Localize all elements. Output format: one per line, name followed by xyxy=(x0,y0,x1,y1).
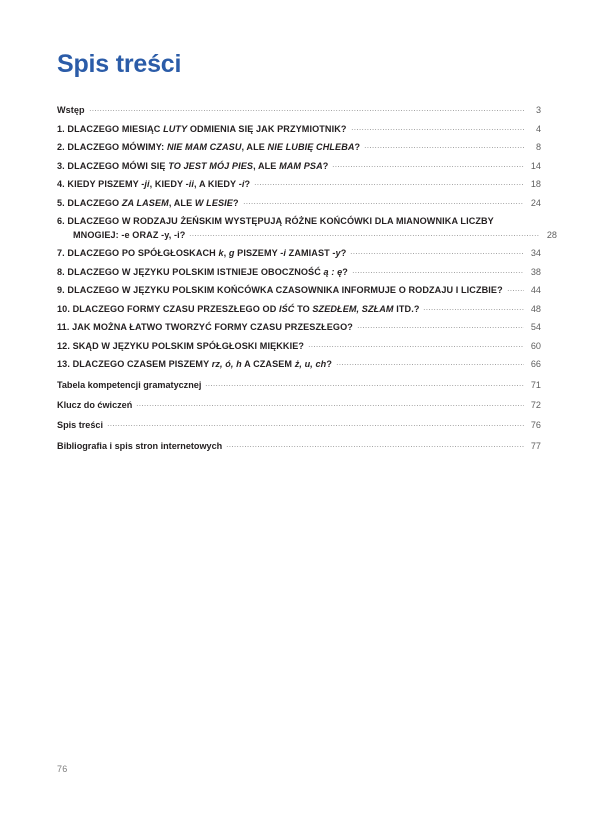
toc-entry-rozdzial-3[interactable] xyxy=(57,160,541,173)
dot-leader xyxy=(107,419,524,428)
dot-leader xyxy=(308,340,524,349)
toc-entry-rozdzial-13[interactable] xyxy=(57,358,541,371)
toc-label-text: Bibliografia i spis stron internetowych xyxy=(57,440,223,451)
toc-label-text: 3. DLACZEGO MÓWI SIĘ xyxy=(57,160,169,171)
dot-leader xyxy=(336,358,524,367)
dot-leader xyxy=(89,104,524,113)
toc-entry-rozdzial-1[interactable] xyxy=(57,123,541,136)
toc-entry-rozdzial-7[interactable] xyxy=(57,247,541,260)
dot-leader xyxy=(352,266,524,275)
dot-leader xyxy=(254,178,524,187)
toc-label-italic-term: g xyxy=(228,248,235,259)
toc-entry-label xyxy=(57,266,348,279)
toc-label-italic-term: -i xyxy=(280,248,287,259)
dot-leader xyxy=(243,197,524,206)
toc-label-text: ZAMIAST xyxy=(286,248,333,259)
page-title: Spis treści xyxy=(57,50,182,78)
toc-label-text: 13. DLACZEGO CZASEM PISZEMY xyxy=(57,359,212,370)
toc-entry-line xyxy=(57,419,541,432)
toc-entry-line xyxy=(57,321,541,334)
toc-label-text: ? xyxy=(232,197,239,208)
toc-label-text: ? xyxy=(354,142,361,153)
toc-label-text: A CZASEM xyxy=(241,359,295,370)
dot-leader xyxy=(205,379,524,388)
toc-label-text: Spis treści xyxy=(57,420,103,431)
toc-label-text: 2. DLACZEGO MÓWIMY: xyxy=(57,142,167,153)
toc-label-italic-term: LUTY xyxy=(163,123,188,134)
toc-entry-label xyxy=(57,247,346,260)
toc-entry-line xyxy=(57,178,541,191)
toc-entry-line xyxy=(57,399,541,412)
toc-label-text: , A KIEDY xyxy=(194,179,239,190)
dot-leader xyxy=(498,215,524,224)
toc-label-text: 12. SKĄD W JĘZYKU POLSKIM SPÓŁGŁOSKI MIĘKKIE? xyxy=(57,340,305,351)
toc-entry-rozdzial-8[interactable] xyxy=(57,266,541,279)
toc-label-text: , ALE xyxy=(253,160,280,171)
toc-entry-label xyxy=(57,419,103,432)
toc-label-text: 9. DLACZEGO W JĘZYKU POLSKIM KOŃCÓWKA CZASOWNIKA INFORMUJE O RODZAJU I LICZBIE? xyxy=(57,285,503,296)
toc-label-text: 5. DLACZEGO xyxy=(57,197,122,208)
toc-label-text: , xyxy=(223,248,229,259)
toc-entry-line xyxy=(57,303,541,316)
toc-entry-page-number: 4 xyxy=(535,123,541,134)
toc-label-text: , KIEDY xyxy=(149,179,186,190)
toc-entry-page-number: 38 xyxy=(530,266,541,277)
toc-entry-label xyxy=(57,104,85,117)
toc-label-italic-term: ą : ę xyxy=(323,266,343,277)
toc-label-text: Tabela kompetencji gramatycznej xyxy=(57,379,202,390)
toc-entry-page-number: 28 xyxy=(546,229,557,240)
toc-label-italic-term: -ji xyxy=(141,179,150,190)
toc-entry-page-number: 44 xyxy=(530,285,541,296)
toc-label-text: , ALE xyxy=(168,197,195,208)
toc-entry-label xyxy=(57,215,494,228)
toc-entry-label xyxy=(57,284,503,297)
toc-entry-page-number: 54 xyxy=(530,322,541,333)
toc-label-text: 6. DLACZEGO W RODZAJU ŻEŃSKIM WYSTĘPUJĄ RÓŻNE KOŃCÓWKI DLA MIANOWNIKA LICZBY xyxy=(57,216,494,227)
dot-leader xyxy=(189,229,540,238)
toc-label-italic-term: SZEDŁEM, SZŁAM xyxy=(312,303,394,314)
toc-entry-line xyxy=(57,247,541,260)
toc-entry-line xyxy=(57,379,541,392)
toc-entry-rozdzial-10[interactable] xyxy=(57,303,541,316)
toc-entry-wstep[interactable] xyxy=(57,104,541,117)
toc-entry-label xyxy=(57,379,201,392)
toc-entry-line-continued xyxy=(57,229,557,242)
toc-label-text: 1. DLACZEGO MIESIĄC xyxy=(57,123,164,134)
toc-entry-page-number: 3 xyxy=(535,105,541,115)
toc-label-text: 8. DLACZEGO W JĘZYKU POLSKIM ISTNIEJE OBOCZNOŚĆ xyxy=(57,266,324,277)
toc-entry-label xyxy=(57,358,332,371)
toc-entry-label xyxy=(57,160,328,173)
toc-entry-label xyxy=(73,229,185,242)
toc-label-italic-term: NIE LUBIĘ CHLEBA xyxy=(267,142,355,153)
toc-entry-rozdzial-9[interactable] xyxy=(57,284,541,297)
toc-label-italic-term: k xyxy=(218,248,224,259)
toc-label-text: 10. DLACZEGO FORMY CZASU PRZESZŁEGO OD xyxy=(57,303,279,314)
toc-label-text: ODMIENIA SIĘ JAK PRZYMIOTNIK? xyxy=(187,123,347,134)
toc-entry-label xyxy=(57,197,239,210)
toc-entry-page-number: 72 xyxy=(530,400,541,411)
toc-label-italic-term: TO JEST MÓJ PIES xyxy=(168,160,254,171)
toc-label-italic-term: ZA LASEM xyxy=(121,197,169,208)
toc-entry-page-number: 71 xyxy=(530,379,541,390)
toc-entry-line xyxy=(57,358,541,371)
toc-entry-label xyxy=(57,303,419,316)
toc-label-text: ? xyxy=(340,248,347,259)
toc-label-text: ? xyxy=(326,359,332,370)
toc-label-text: TO xyxy=(294,303,313,314)
dot-leader xyxy=(357,321,524,330)
toc-label-italic-term: NIE MAM CZASU xyxy=(166,142,242,153)
toc-label-text: 7. DLACZEGO PO SPÓŁGŁOSKACH xyxy=(57,248,219,259)
toc-label-italic-term: MAM PSA xyxy=(279,160,323,171)
toc-label-text: ? xyxy=(322,160,329,171)
toc-entry-page-number: 8 xyxy=(535,142,541,153)
toc-entry-line xyxy=(57,266,541,279)
toc-label-text: 11. JAK MOŻNA ŁATWO TWORZYĆ FORMY CZASU PRZESZŁEGO? xyxy=(57,322,353,333)
toc-label-text: MNOGIEJ: -e ORAZ -y, -i? xyxy=(73,229,186,240)
toc-label-text: , ALE xyxy=(241,142,268,153)
dot-leader xyxy=(364,141,524,150)
toc-label-italic-term: -y xyxy=(332,248,341,259)
toc-entry-rozdzial-5[interactable] xyxy=(57,197,541,210)
toc-entry-spis-tresci[interactable] xyxy=(57,419,541,432)
toc-entry-label xyxy=(57,321,353,334)
toc-entry-label xyxy=(57,399,132,412)
toc-entry-line xyxy=(57,440,541,453)
toc-label-italic-term: rz, ó, h xyxy=(211,359,242,370)
dot-leader xyxy=(507,284,524,293)
toc-entry-line xyxy=(57,284,541,297)
toc-entry-line xyxy=(57,215,541,228)
toc-entry-tabela-kompetencji[interactable] xyxy=(57,379,541,392)
toc-entry-line xyxy=(57,104,541,117)
toc-entry-rozdzial-2[interactable] xyxy=(57,141,541,154)
toc-label-text: ? xyxy=(244,179,251,190)
toc-entry-page-number: 66 xyxy=(530,359,541,370)
toc-entry-line xyxy=(57,197,541,210)
dot-leader xyxy=(136,399,524,408)
toc-entry-page-number: 24 xyxy=(530,197,541,208)
toc-entry-line xyxy=(57,141,541,154)
toc-entry-page-number: 34 xyxy=(530,248,541,259)
dot-leader xyxy=(226,440,524,449)
toc-label-text: Wstęp xyxy=(57,105,85,115)
toc-label-text: ITD.? xyxy=(393,303,420,314)
toc-entry-rozdzial-12[interactable] xyxy=(57,340,541,353)
toc-entry-label xyxy=(57,440,222,453)
toc-entry-label xyxy=(57,178,250,191)
toc-label-italic-term: -ii xyxy=(185,179,195,190)
toc-entry-line xyxy=(57,160,541,173)
dot-leader xyxy=(332,160,524,169)
toc-label-text: Klucz do ćwiczeń xyxy=(57,400,133,411)
toc-entry-label xyxy=(57,141,360,154)
toc-entry-page-number: 76 xyxy=(530,420,541,431)
toc-entry-klucz-do-cwiczen[interactable] xyxy=(57,399,541,412)
toc-entry-line xyxy=(57,340,541,353)
toc-entry-page-number: 18 xyxy=(530,179,541,190)
toc-label-italic-term: W LESIE xyxy=(194,197,233,208)
toc-entry-bibliografia[interactable] xyxy=(57,440,541,453)
toc-entry-rozdzial-4[interactable] xyxy=(57,178,541,191)
dot-leader xyxy=(423,303,524,312)
toc-entry-label xyxy=(57,123,347,136)
toc-label-text: PISZEMY xyxy=(234,248,281,259)
toc-entry-page-number: 14 xyxy=(530,160,541,171)
toc-entry-page-number: 48 xyxy=(530,303,541,314)
toc-entry-line xyxy=(57,123,541,136)
toc-label-text: 4. KIEDY PISZEMY xyxy=(57,179,142,190)
dot-leader xyxy=(350,247,524,256)
toc-entry-rozdzial-11[interactable] xyxy=(57,321,541,334)
dot-leader xyxy=(351,123,524,132)
toc-entry-page-number: 60 xyxy=(530,340,541,351)
toc-label-italic-term: ż, u, ch xyxy=(294,359,327,370)
toc-entry-rozdzial-6[interactable] xyxy=(57,215,557,241)
table-of-contents xyxy=(57,104,557,460)
toc-entry-label xyxy=(57,340,304,353)
toc-label-italic-term: -i xyxy=(238,179,245,190)
toc-label-italic-term: IŚĆ xyxy=(279,303,295,314)
toc-label-text: ? xyxy=(342,266,348,277)
toc-entry-page-number: 77 xyxy=(530,440,541,451)
page-folio-number: 76 xyxy=(57,764,68,774)
